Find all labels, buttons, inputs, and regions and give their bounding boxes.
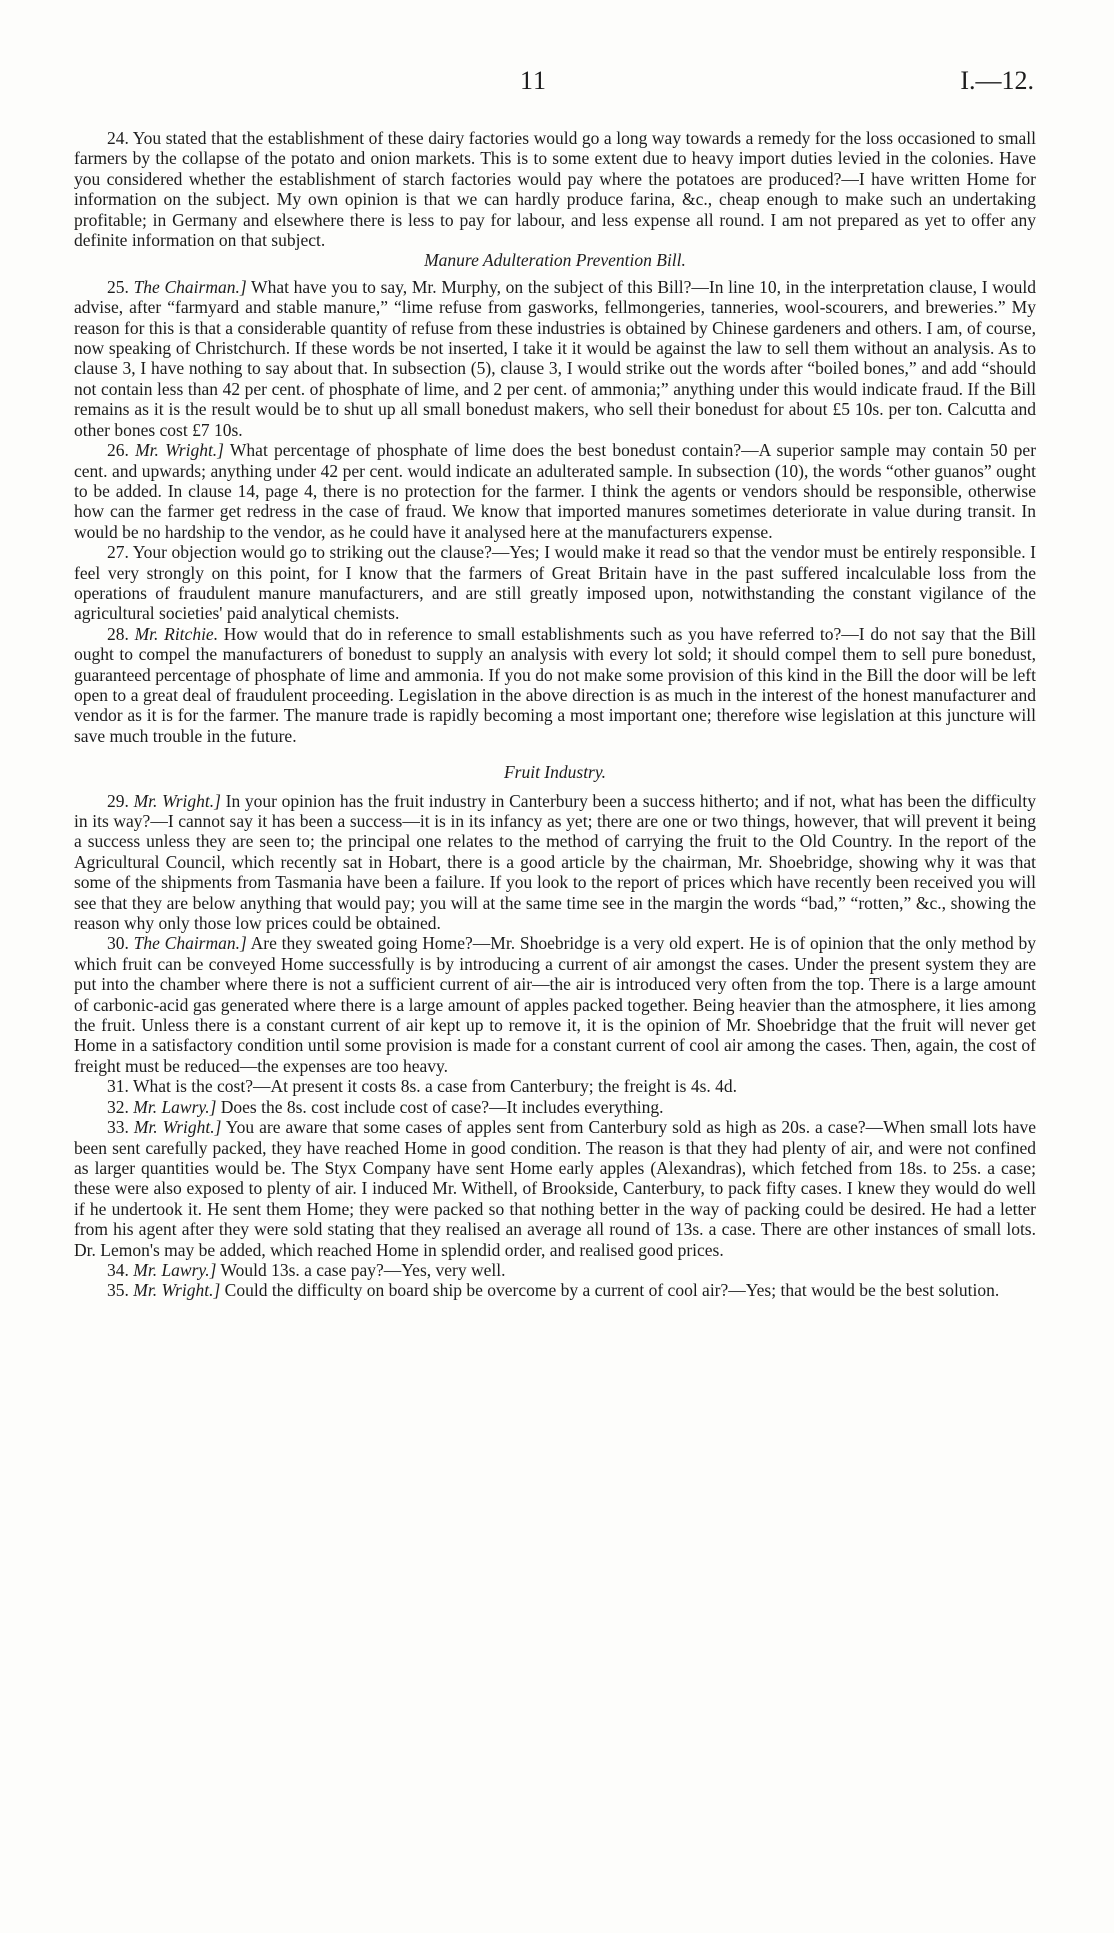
paragraph-34 <box>74 1260 1036 1280</box>
paragraph-text: What percentage of phosphate of lime does the best bonedust contain?—A superior sample may contain 50 per cent. and upwards; anything under 42 per cent. would indicate an adulterated sample. In subsection (10), the words “other guanos” ought to be added. In clause 14, page 4, there is no protection for the farmer. I think the agents or vendors should be responsible, otherwise how can the farmer get redress in the case of fraud. We know that imported manures sometimes deteriorate in value during transit. In would be no hardship to the vendor, as he could have it analysed here at the manufacturers expense. <box>74 440 1037 542</box>
page-number: 11 <box>520 66 548 95</box>
paragraph-text: In your opinion has the fruit industry in Canterbury been a success hitherto; and if not, what has been the difficulty in its way?—I cannot say it has been a success—it is in its infancy as yet; there are one or two things, however, that will prevent it being a success unless they are seen to; the principal one relates to the method of carrying the fruit to the Old Country. In the report of the Agricultural Council, which recently sat in Hobart, there is a good article by the chairman, Mr. Shoebridge, showing why it was that some of the shipments from Tasmania have been a failure. If you look to the report of prices which have recently been received you will see that they are below anything that would pay; you will at the same time see in the margin the words “bad,” “rotten,” &c., showing the reason why only those low prices could be obtained. <box>74 790 1037 934</box>
speaker-label: Mr. Ritchie. <box>134 623 219 644</box>
paragraph-text: Your objection would go to striking out the clause?—Yes; I would make it read so that the vendor must be entirely responsible. I feel very strongly on this point, for I know that the farmers of Great Britain have in the past suffered incalculable loss from the operations of fraudulent manure manufacturers, and are still greatly imposed upon, notwithstanding the constant vigilance of the agricultural societies' paid analytical chemists. <box>74 542 1036 624</box>
speaker-label: Mr. Wright.] <box>133 790 221 811</box>
speaker-label: The Chairman.] <box>133 276 247 297</box>
paragraph-number: 24. <box>107 128 129 148</box>
paragraph-number: 27. <box>107 542 129 563</box>
paragraph-text: You are aware that some cases of apples sent from Canterbury sold as high as 20s. a case?—When small lots have been sent carefully packed, they have reached Home in good condition. The reason is that they had plenty of air, and were not confined as larger quantities would be. The Styx Company have sent Home early apples (Alexandras), which fetched from 18s. to 25s. a case; these were also exposed to plenty of air. I induced Mr. Withell, of Brookside, Canterbury, to pack fifty cases. I knew they would do well if he undertook it. He sent them Home; they were packed so that nothing better in the way of packing could be desired. He had a letter from his agent after they were sold stating that they realised an average all round of 13s. a case. There are other instances of small lots. Dr. Lemon's may be added, which reached Home in splendid order, and realised good prices. <box>74 1117 1037 1260</box>
paragraph-33 <box>74 1117 1036 1260</box>
speaker-label: Mr. Wright.] <box>133 1117 222 1138</box>
paragraph-text: What have you to say, Mr. Murphy, on the subject of this Bill?—In line 10, in the interpretation clause, I would advise, after “farmyard and stable manure,” “lime refuse from gasworks, fellmongeries, tanneries, wool-scourers, and breweries.” My reason for this is that a considerable quantity of refuse from these industries is obtained by Chinese gardeners and others. I am, of course, now speaking of Christchurch. If these words be not inserted, I take it it would be against the law to sell them without an analysis. As to clause 3, I have nothing to say about that. In subsection (5), clause 3, I would strike out the words after “boiled bones,” and add “should not contain less than 42 per cent. of phosphate of lime, and 2 per cent. of ammonia;” anything under this would indicate fraud. If the Bill remains as it is the result would be to shut up all small bonedust makers, who sell their bonedust for about £5 10s. per ton. Calcutta and other bones cost £7 10s. <box>74 276 1037 440</box>
paragraph-29 <box>74 791 1036 934</box>
document-code: I.—12. <box>960 66 1034 95</box>
page-header <box>0 66 1114 106</box>
paragraph-number: 32. <box>107 1096 129 1117</box>
paragraph-26 <box>74 440 1036 542</box>
paragraph-27 <box>74 542 1036 624</box>
paragraph-number: 30. <box>107 933 129 954</box>
paragraph-number: 28. <box>107 623 129 644</box>
paragraph-31 <box>74 1076 1036 1096</box>
speaker-label: Mr. Lawry.] <box>133 1096 217 1117</box>
paragraph-text: Would 13s. a case pay?—Yes, very well. <box>220 1259 506 1280</box>
speaker-label: Mr. Wright.] <box>133 1280 221 1301</box>
section-heading-manure-bill: Manure Adulteration Prevention Bill. <box>424 250 686 271</box>
paragraph-28 <box>74 624 1036 746</box>
paragraph-number: 31. <box>107 1076 129 1097</box>
speaker-label: The Chairman.] <box>133 933 247 954</box>
paragraph-text: Are they sweated going Home?—Mr. Shoebridge is a very old expert. He is of opinion that the only method by which fruit can be conveyed Home successfully is by introducing a current of air amongst the cases. Under the present system they are put into the chamber where there is not a sufficient current of air—the air is introduced very often from the top. There is a large amount of carbonic-acid gas generated where there is a large amount of apples packed together. Being heavier than the atmosphere, it lies among the fruit. Unless there is a constant current of air kept up to remove it, it is the opinion of Mr. Shoebridge that the fruit will never get Home in a satisfactory condition until some provision is made for a constant current of cool air among the cases. Then, again, the cost of freight must be reduced—the expenses are too heavy. <box>74 933 1036 1076</box>
paragraph-text: How would that do in reference to small establishments such as you have referred to?—I do not say that the Bill ought to compel the manufacturers of bonedust to supply an analysis with every lot sold; it should compel them to sell pure bonedust, guaranteed percentage of phosphate of lime and ammonia. If you do not make some provision of this kind in the Bill the door will be left open to a great deal of fraudulent proceeding. Legislation in the above direction is as much in the interest of the honest manufacturer and vendor as it is for the farmer. The manure trade is rapidly becoming a most important one; therefore wise legislation at this juncture will save much trouble in the future. <box>74 623 1036 746</box>
paragraph-text: Does the 8s. cost include cost of case?—It includes everything. <box>220 1096 664 1117</box>
paragraph-number: 35. <box>107 1280 129 1301</box>
speaker-label: Mr. Lawry.] <box>133 1259 217 1280</box>
paragraph-number: 29. <box>107 790 129 811</box>
paragraph-number: 25. <box>107 276 129 297</box>
paragraph-number: 34. <box>107 1259 129 1280</box>
paragraph-24 <box>74 128 1036 250</box>
paragraph-32 <box>74 1097 1036 1117</box>
paragraph-30 <box>74 933 1036 1076</box>
paragraph-number: 33. <box>107 1117 129 1138</box>
speaker-label: Mr. Wright.] <box>135 440 224 461</box>
paragraph-text: Could the difficulty on board ship be overcome by a current of cool air?—Yes; that would be the best solution. <box>224 1280 1000 1301</box>
document-body <box>74 128 1036 1301</box>
paragraph-text: You stated that the establishment of these dairy factories would go a long way towards a remedy for the loss occasioned to small farmers by the collapse of the potato and onion markets. This is to some extent due to heavy import duties levied in the colonies. Have you considered whether the establishment of starch factories would pay where the potatoes are produced?—I have written Home for information on the subject. My own opinion is that we can hardly produce farina, &c., cheap enough to make such an undertaking profitable; in Germany and elsewhere there is less to pay for labour, and less expense all round. I am not prepared as yet to offer any definite information on that subject. <box>74 128 1036 251</box>
section-heading-fruit-industry: Fruit Industry. <box>503 762 607 783</box>
paragraph-35 <box>74 1280 1036 1300</box>
paragraph-number: 26. <box>107 440 129 461</box>
paragraph-text: What is the cost?—At present it costs 8s. a case from Canterbury; the freight is 4s. 4d. <box>132 1076 738 1097</box>
paragraph-25 <box>74 277 1036 440</box>
